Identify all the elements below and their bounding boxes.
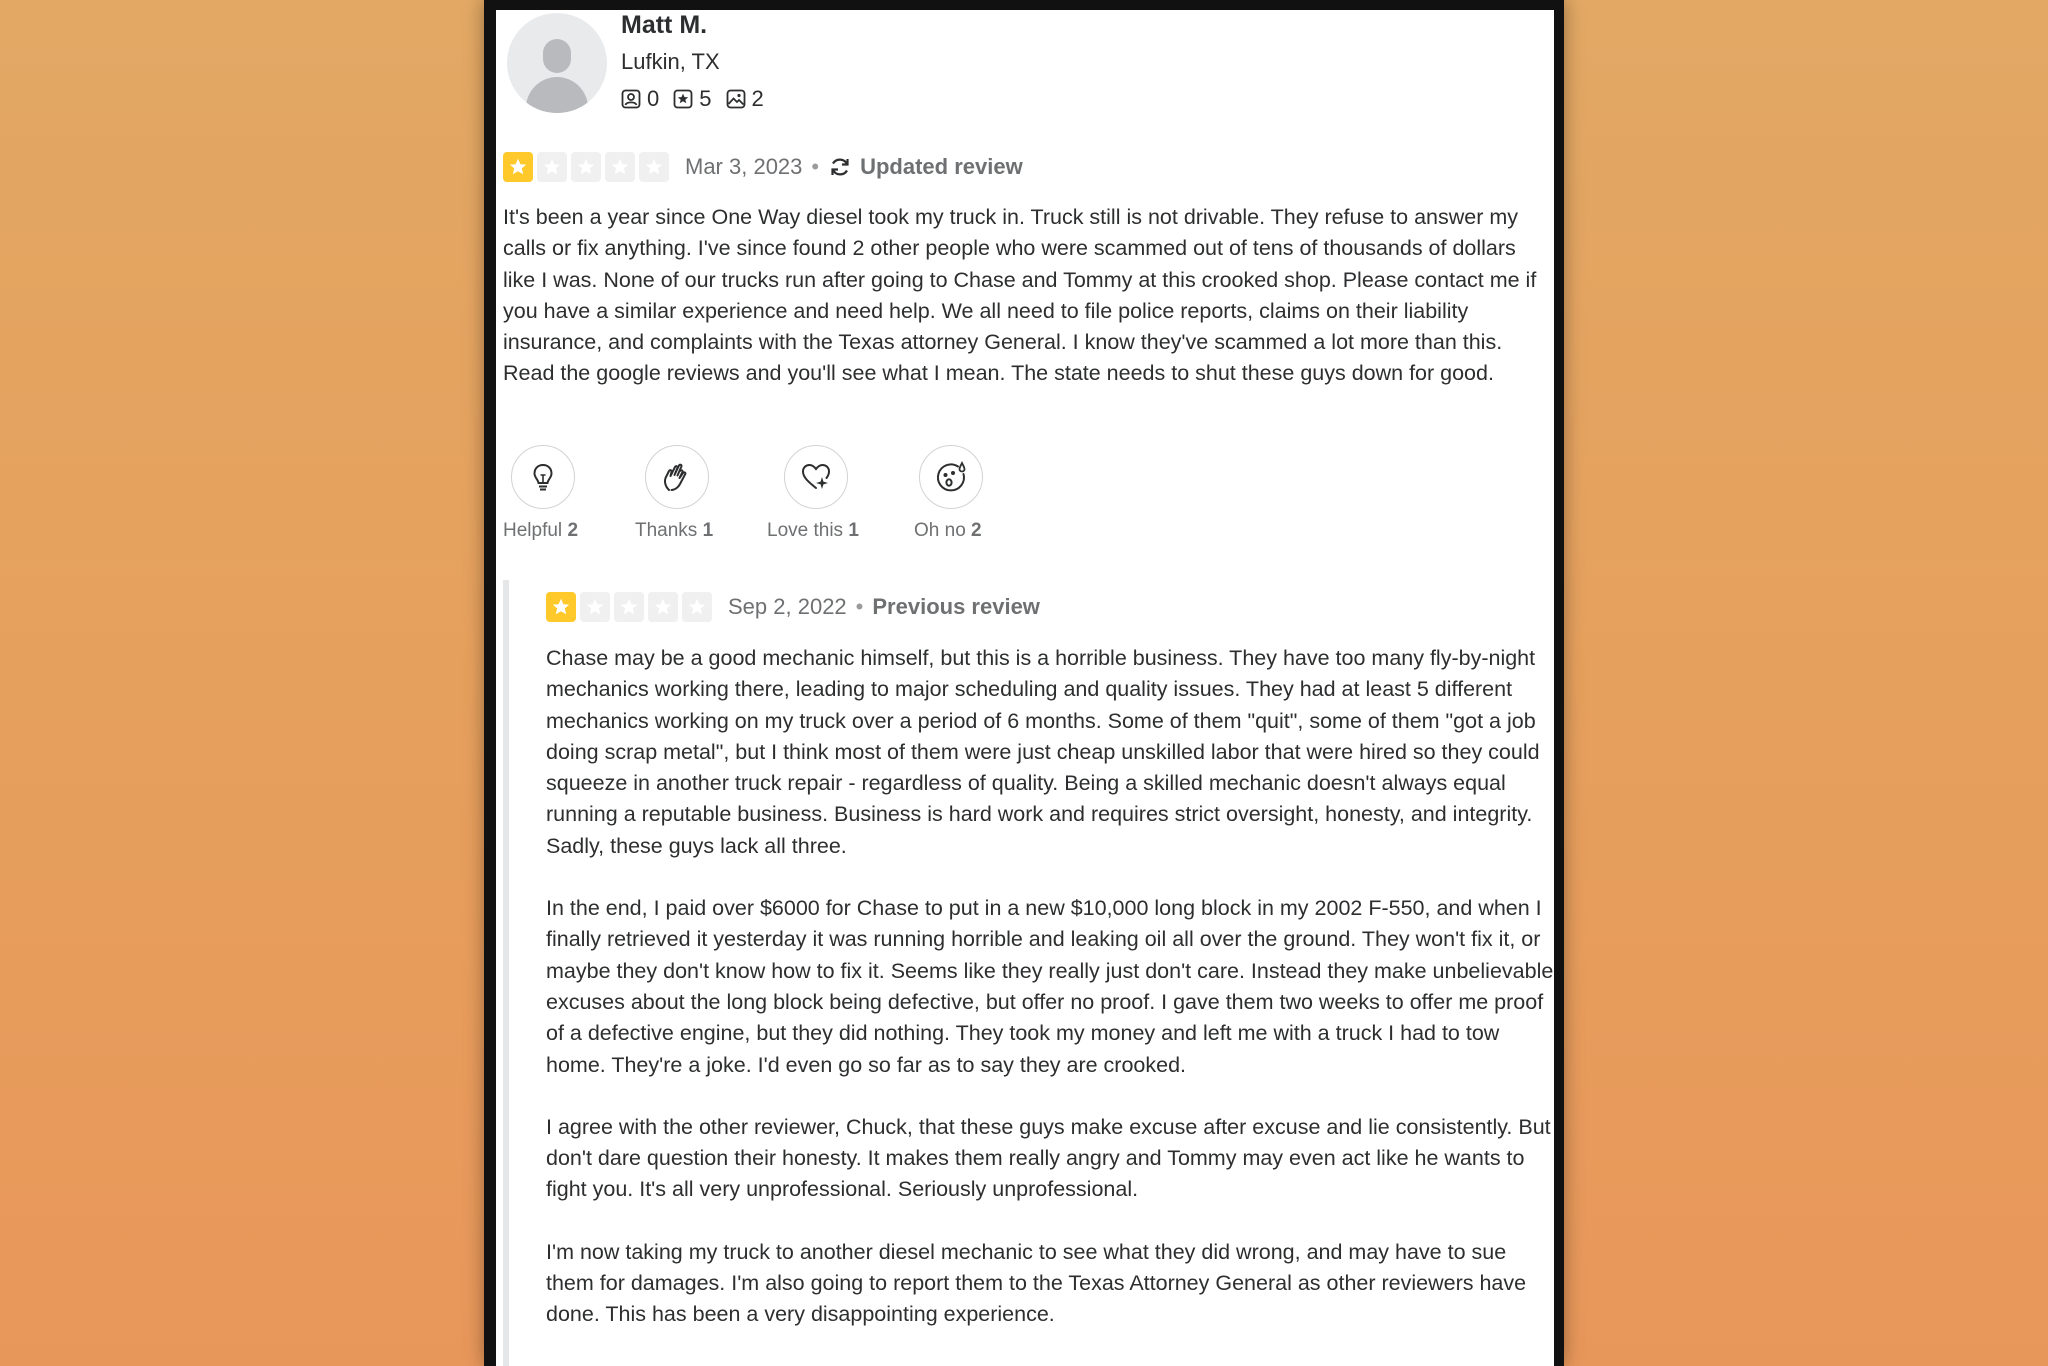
reviews-count: 5	[699, 86, 712, 111]
review-date: Mar 3, 2023	[685, 154, 803, 179]
oh-no-button[interactable]	[919, 445, 983, 509]
previous-review-text	[546, 643, 1556, 1362]
friends-count: 0	[647, 86, 660, 111]
avatar-body	[526, 77, 588, 113]
love-this-label: Love this 1	[767, 520, 859, 541]
helpful-button[interactable]	[511, 445, 575, 509]
love-this-button[interactable]	[784, 445, 848, 509]
photos-count: 2	[751, 86, 764, 111]
reviews-stat	[673, 86, 711, 112]
thanks-button[interactable]	[645, 445, 709, 509]
previous-review-tag: Previous review	[872, 594, 1040, 619]
oh-no-reaction[interactable]	[914, 445, 983, 542]
current-review-meta	[503, 152, 1023, 182]
helpful-reaction[interactable]	[503, 445, 579, 542]
previous-review-divider	[503, 580, 509, 1366]
previous-review-date: Sep 2, 2022	[728, 594, 847, 619]
user-stats	[621, 86, 778, 112]
heart-sparkle-icon	[799, 460, 833, 494]
star-rating	[546, 592, 716, 622]
review-paragraph: I agree with the other reviewer, Chuck, that these guys make excuse after excuse and lie consistently. But don't dare question their honesty. It makes them really angry and Tommy may even act like he wants to fight you. It's all very unprofessional. Seriously unprofessional.	[546, 1114, 1551, 1202]
star-icon	[639, 152, 669, 182]
surprised-face-icon	[934, 460, 968, 494]
user-location: Lufkin, TX	[621, 49, 720, 74]
helpful-label: Helpful 2	[503, 520, 579, 541]
star-icon	[580, 592, 610, 622]
current-review-text: It's been a year since One Way diesel took my truck in. Truck still is not drivable. They refuse to answer my calls or fix anything. I've since found 2 other people who were scammed out of tens of thousands of dollars like I was. None of our trucks run after going to Chase and Tommy at this crooked shop. Please contact me if you have a similar experience and need help. We all need to file police reports, claims on their liability insurance, and complaints with the Texas attorney General. I know they've scammed a lot more than this. Read the google reviews and you'll see what I mean. The state needs to shut these guys down for good.	[503, 205, 1537, 386]
photos-stat	[726, 86, 764, 112]
previous-review-meta	[546, 592, 1040, 622]
thanks-label: Thanks 1	[635, 520, 714, 541]
star-rating	[503, 152, 673, 182]
friends-icon	[621, 89, 641, 109]
separator-dot: •	[811, 154, 820, 179]
separator-dot: •	[855, 594, 864, 619]
thanks-reaction[interactable]	[635, 445, 714, 542]
user-name[interactable]: Matt M.	[621, 11, 708, 39]
star-icon	[537, 152, 567, 182]
star-icon	[546, 592, 576, 622]
updated-review-tag	[828, 154, 1023, 180]
review-paragraph: In the end, I paid over $6000 for Chase to put in a new $10,000 long block in my 2002 F-550, and when I finally retrieved it yesterday it was running horrible and leaking oil all over the ground. They won't fix it, or maybe they don't know how to fix it. Seems like they really just don't care. Instead they make unbelievable excuses about the long block being defective, but offer no proof. I gave them two weeks to offer me proof of a defective engine, but they did nothing. They took my money and left me with a truck I had to tow home. They're a joke. I'd even go so far as to say they are crooked.	[546, 896, 1554, 1077]
review-paragraph: Chase may be a good mechanic himself, but this is a horrible business. They have too many fly-by-night mechanics working there, leading to major scheduling and quality issues. They had at least 5 different mechanics working on my truck over a period of 6 months. Some of them "quit", some of them "got a job doing scrap metal", but I think most of them were just cheap unskilled labor that were hired so they could squeeze in another truck repair - regardless of quality. Being a skilled mechanic doesn't always equal running a reputable business. Business is hard work and requires strict oversight, honesty, and integrity. Sadly, these guys lack all three.	[546, 646, 1540, 858]
star-icon	[571, 152, 601, 182]
waving-hands-icon	[660, 460, 694, 494]
star-icon	[605, 152, 635, 182]
updated-review-label: Updated review	[860, 154, 1023, 179]
avatar[interactable]	[507, 13, 607, 113]
star-icon	[614, 592, 644, 622]
avatar-head	[543, 39, 571, 73]
review-paragraph: I'm now taking my truck to another diesel mechanic to see what they did wrong, and may have to sue them for damages. I'm also going to report them to the Texas Attorney General as other reviewers have done. This has been a very disappointing experience.	[546, 1239, 1527, 1327]
friends-stat	[621, 86, 659, 112]
oh-no-label: Oh no 2	[914, 520, 982, 541]
lightbulb-icon	[527, 461, 559, 493]
love-this-reaction[interactable]	[767, 445, 859, 542]
star-icon	[503, 152, 533, 182]
star-icon	[682, 592, 712, 622]
star-icon	[648, 592, 678, 622]
photo-icon	[726, 89, 746, 109]
refresh-icon	[828, 155, 852, 179]
review-star-icon	[673, 89, 693, 109]
